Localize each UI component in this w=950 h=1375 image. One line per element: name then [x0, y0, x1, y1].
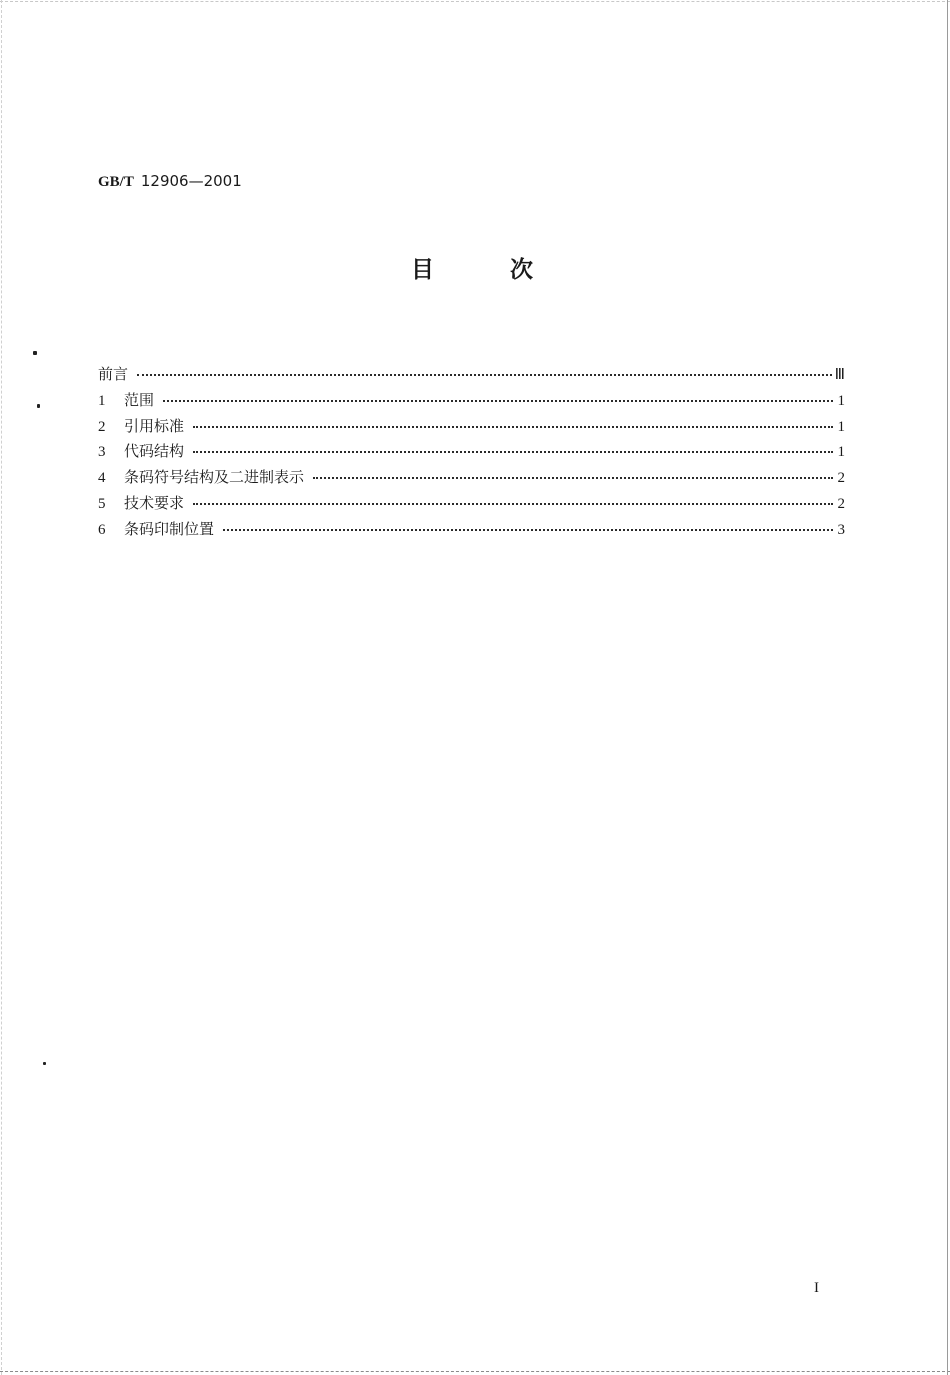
toc-entry-number: 6 [98, 521, 106, 538]
toc-entry-number: 2 [98, 418, 106, 435]
toc-entry-label: 条码印制位置 [124, 519, 215, 538]
toc-entry-number: 4 [98, 470, 106, 487]
toc-entry-page: Ⅲ [834, 367, 845, 383]
toc-entry-page: 3 [837, 521, 845, 538]
toc-entry-label: 引用标准 [124, 416, 185, 435]
scan-speck [37, 404, 40, 408]
toc-entry-label: 前言 [98, 365, 129, 383]
toc-entry-label: 条码符号结构及二进制表示 [124, 468, 305, 487]
toc-entry-2 [98, 414, 845, 440]
scan-edge-bottom [0, 1371, 950, 1372]
toc-entry-page: 1 [837, 444, 845, 461]
toc-dot-leader [223, 529, 833, 531]
scan-edge-left [1, 0, 2, 1375]
toc-dot-leader [193, 451, 833, 453]
standard-number: 12906—2001 [140, 172, 242, 190]
toc-dot-leader [163, 400, 833, 402]
toc-entry-number: 1 [98, 392, 106, 409]
page-number: I [814, 1280, 819, 1296]
toc-entry-page: 1 [837, 418, 845, 435]
toc-entry-3 [98, 439, 845, 465]
toc-entry-page: 1 [837, 392, 845, 409]
toc-entry-label: 代码结构 [124, 442, 185, 461]
scan-edge-top [0, 1, 950, 2]
toc-entry-page: 2 [837, 470, 845, 487]
toc-entry-foreword [98, 362, 845, 388]
standard-code: GB/T [98, 174, 134, 190]
toc-entry-label: 技术要求 [124, 493, 185, 512]
scan-speck [33, 351, 37, 355]
scan-edge-right [947, 0, 948, 1375]
table-of-contents [98, 362, 845, 543]
page-title: 目 次 [411, 257, 543, 283]
toc-entry-label: 范围 [124, 390, 155, 409]
toc-entry-4 [98, 465, 845, 491]
toc-entry-page: 2 [837, 495, 845, 512]
toc-entry-1 [98, 388, 845, 414]
toc-entry-5 [98, 491, 845, 517]
toc-entry-number: 3 [98, 444, 106, 461]
scan-speck [43, 1062, 46, 1065]
toc-dot-leader [137, 374, 832, 376]
toc-entry-6 [98, 517, 845, 543]
document-header [98, 172, 242, 191]
toc-entry-number: 5 [98, 495, 106, 512]
toc-dot-leader [313, 477, 833, 479]
toc-dot-leader [193, 426, 833, 428]
toc-dot-leader [193, 503, 833, 505]
